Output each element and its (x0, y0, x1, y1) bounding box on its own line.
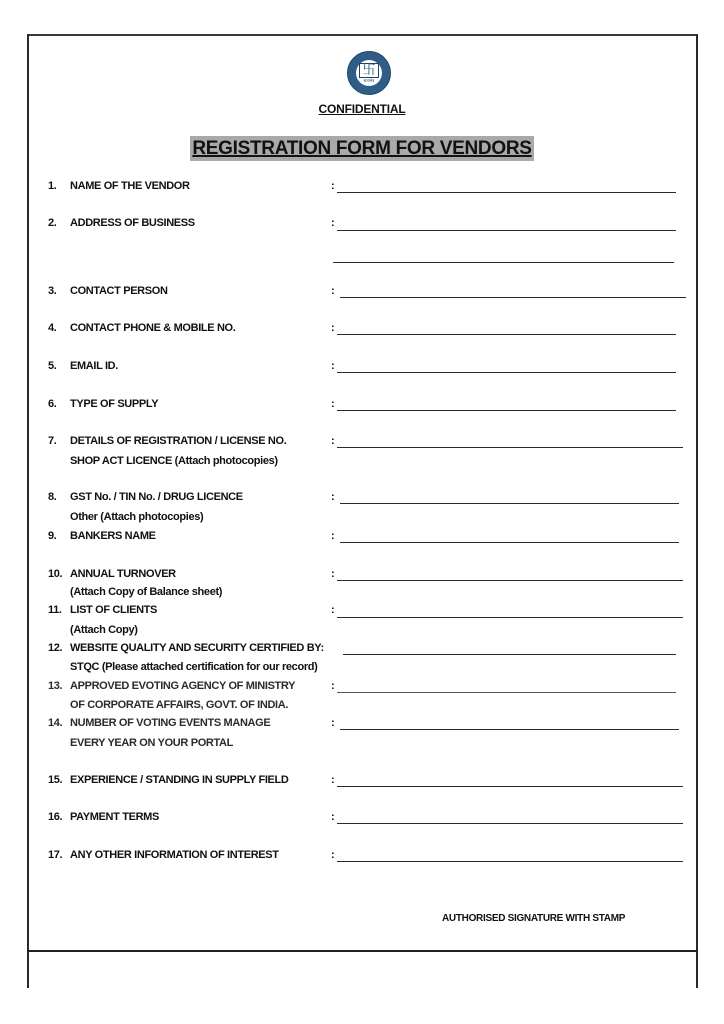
authorised-signature-label: AUTHORISED SIGNATURE WITH STAMP (442, 913, 626, 924)
field-number: 1. (48, 180, 57, 192)
field-number: 3. (48, 285, 57, 297)
field-label: DETAILS OF REGISTRATION / LICENSE NO. (70, 435, 287, 447)
page-border-top (27, 34, 698, 36)
emblem-glyph: 卐 (359, 63, 378, 78)
confidential-label: CONFIDENTIAL (318, 102, 406, 116)
field-3-label (48, 282, 168, 301)
field-16-label (48, 808, 159, 827)
field-label: BANKERS NAME (70, 530, 156, 542)
field-separator: : (331, 717, 335, 729)
registration-license-input[interactable] (337, 447, 683, 448)
field-label: TYPE OF SUPPLY (70, 398, 159, 410)
field-number: 2. (48, 217, 57, 229)
field-10-sublabel: (Attach Copy of Balance sheet) (70, 586, 223, 598)
field-2-label (48, 214, 195, 233)
annual-turnover-input[interactable] (337, 580, 683, 581)
field-label: LIST OF CLIENTS (70, 604, 158, 616)
business-address-line2-input[interactable] (333, 262, 674, 263)
field-number: 4. (48, 322, 57, 334)
field-label: PAYMENT TERMS (70, 811, 159, 823)
field-separator: : (331, 530, 335, 542)
field-12-label (48, 639, 324, 658)
vendor-name-input[interactable] (337, 192, 676, 193)
field-number: 9. (48, 530, 57, 542)
field-9-label (48, 527, 156, 546)
form-title: REGISTRATION FORM FOR VENDORS (192, 138, 532, 159)
field-number: 14. (48, 717, 63, 729)
field-6-label (48, 395, 158, 414)
field-label: EXPERIENCE / STANDING IN SUPPLY FIELD (70, 774, 289, 786)
field-separator: : (331, 680, 335, 692)
contact-phone-input[interactable] (337, 334, 676, 335)
page-border-right (696, 34, 698, 988)
field-label: NAME OF THE VENDOR (70, 180, 190, 192)
title-container (0, 136, 724, 161)
field-label: ANNUAL TURNOVER (70, 568, 176, 580)
website-certification-input[interactable] (343, 654, 676, 655)
payment-terms-input[interactable] (337, 823, 683, 824)
page-border-left (27, 34, 29, 988)
field-label: CONTACT PHONE & MOBILE NO. (70, 322, 236, 334)
page-border-bottom (27, 950, 698, 952)
field-8-sublabel: Other (Attach photocopies) (70, 511, 204, 523)
field-7-label (48, 432, 286, 451)
field-13-sublabel: OF CORPORATE AFFAIRS, GOVT. OF INDIA. (70, 699, 289, 711)
field-separator: : (331, 285, 335, 297)
gst-tin-input[interactable] (340, 503, 679, 504)
business-address-input[interactable] (337, 230, 676, 231)
emblem-center (356, 60, 382, 86)
field-5-label (48, 357, 118, 376)
field-number: 15. (48, 774, 63, 786)
evoting-agency-input[interactable] (337, 692, 676, 693)
emblem-caption: सत्यमेव (363, 78, 375, 83)
field-separator: : (331, 849, 335, 861)
field-7-sublabel: SHOP ACT LICENCE (Attach photocopies) (70, 455, 278, 467)
field-11-sublabel: (Attach Copy) (70, 624, 138, 636)
field-label: EMAIL ID. (70, 360, 118, 372)
field-separator: : (331, 435, 335, 447)
field-number: 13. (48, 680, 63, 692)
field-14-sublabel: EVERY YEAR ON YOUR PORTAL (70, 737, 234, 749)
contact-person-input[interactable] (340, 297, 686, 298)
field-label: ANY OTHER INFORMATION OF INTEREST (70, 849, 279, 861)
field-separator: : (331, 568, 335, 580)
field-label: WEBSITE QUALITY AND SECURITY CERTIFIED BY: (70, 642, 324, 654)
emblem-logo-icon (347, 51, 391, 95)
field-label: ADDRESS OF BUSINESS (70, 217, 195, 229)
field-number: 8. (48, 491, 57, 503)
field-label: CONTACT PERSON (70, 285, 168, 297)
voting-events-input[interactable] (340, 729, 679, 730)
field-11-label (48, 601, 157, 620)
field-10-label (48, 565, 176, 584)
field-separator: : (331, 811, 335, 823)
field-number: 7. (48, 435, 57, 447)
field-13-label (48, 677, 295, 696)
field-number: 5. (48, 360, 57, 372)
client-list-input[interactable] (337, 617, 683, 618)
field-separator: : (331, 217, 335, 229)
field-number: 10. (48, 568, 63, 580)
experience-input[interactable] (337, 786, 683, 787)
field-separator: : (331, 604, 335, 616)
field-separator: : (331, 398, 335, 410)
other-information-input[interactable] (337, 861, 683, 862)
field-separator: : (331, 360, 335, 372)
field-number: 11. (48, 604, 62, 616)
field-12-sublabel: STQC (Please attached certification for our record) (70, 661, 318, 673)
field-14-label (48, 714, 270, 733)
field-separator: : (331, 491, 335, 503)
email-input[interactable] (337, 372, 676, 373)
field-separator: : (331, 774, 335, 786)
field-4-label (48, 319, 235, 338)
bankers-name-input[interactable] (340, 542, 679, 543)
field-label: NUMBER OF VOTING EVENTS MANAGE (70, 717, 271, 729)
field-17-label (48, 846, 279, 865)
field-separator: : (331, 180, 335, 192)
field-label: APPROVED EVOTING AGENCY OF MINISTRY (70, 680, 296, 692)
field-1-label (48, 177, 190, 196)
field-label: GST No. / TIN No. / DRUG LICENCE (70, 491, 243, 503)
field-number: 16. (48, 811, 63, 823)
field-number: 6. (48, 398, 57, 410)
field-number: 17. (48, 849, 63, 861)
field-separator: : (331, 322, 335, 334)
field-number: 12. (48, 642, 63, 654)
field-15-label (48, 771, 289, 790)
supply-type-input[interactable] (337, 410, 676, 411)
field-8-label (48, 488, 243, 507)
